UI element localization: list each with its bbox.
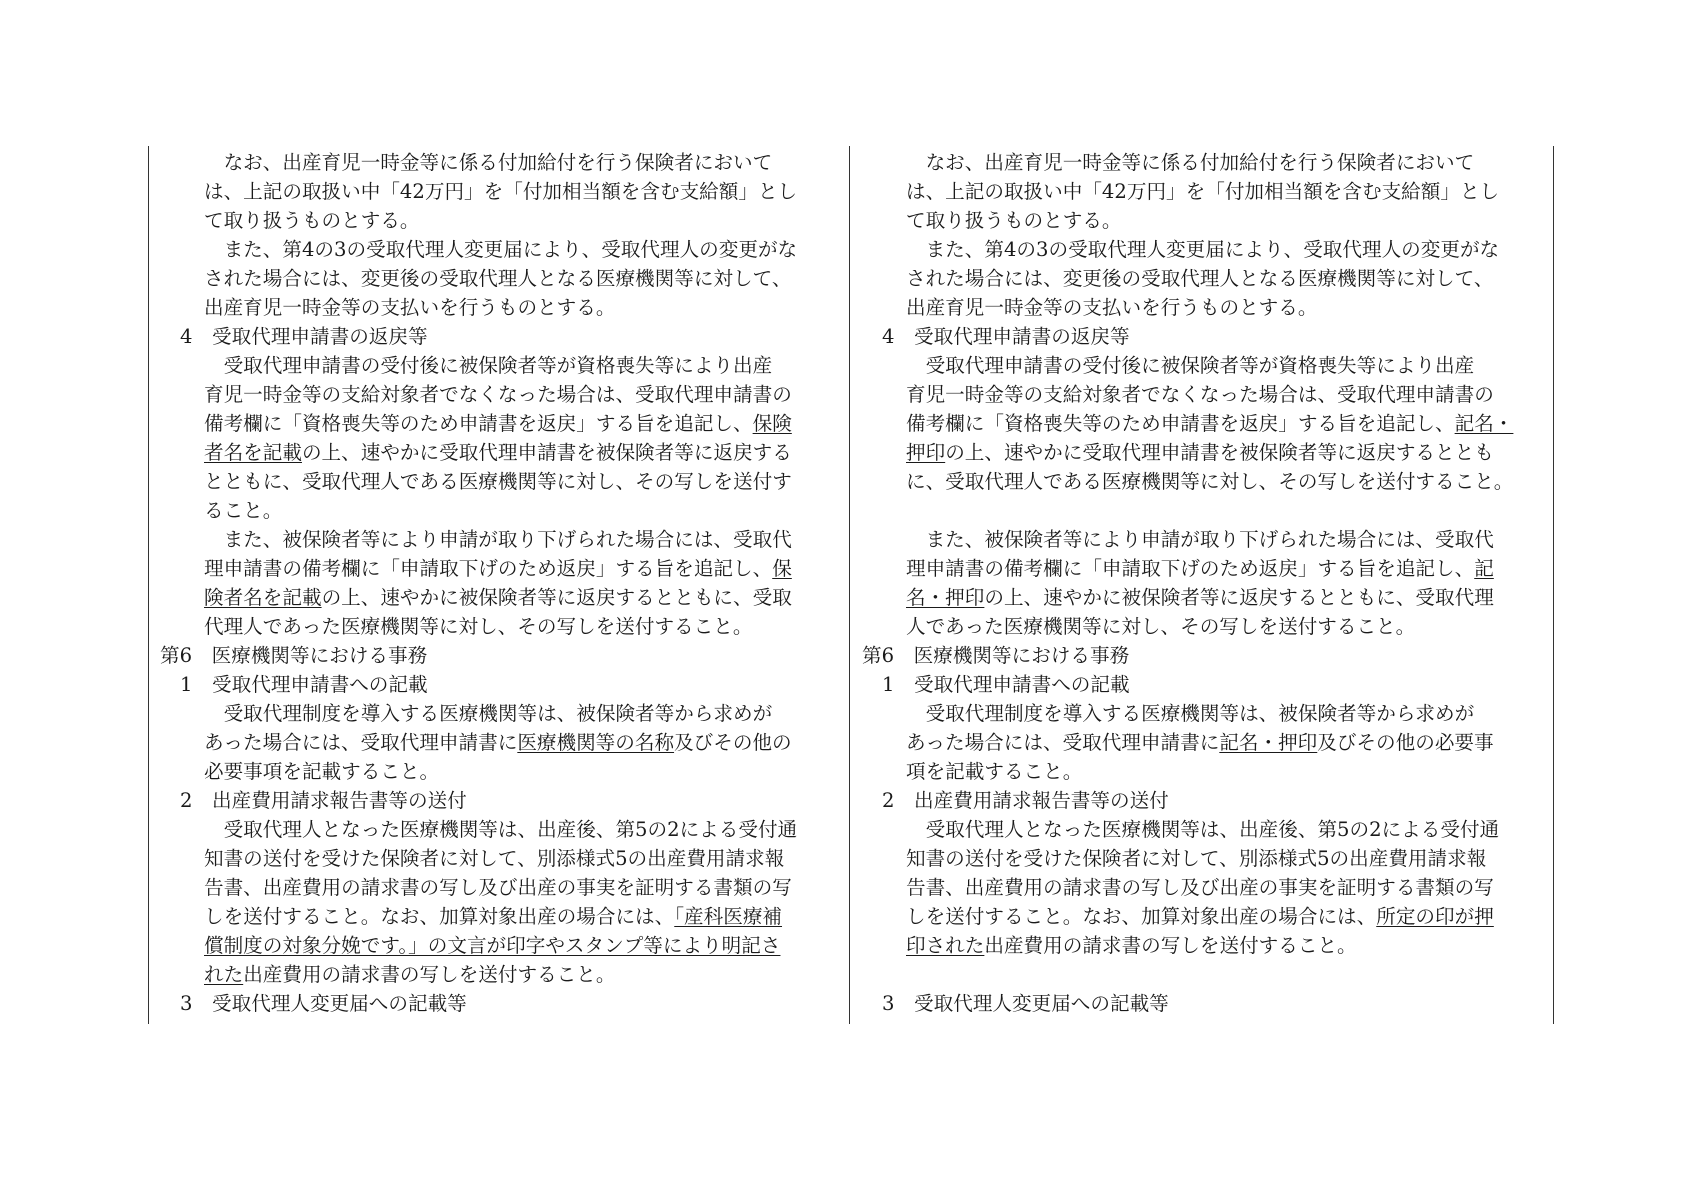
left-p4-line3-underlined: 険者名を記載 [204, 586, 322, 609]
right-p3-line3-underlined: 記名・ [1454, 412, 1514, 435]
right-p4-line1: また、被保険者等により申請が取り下げられた場合には、受取代 [906, 528, 1494, 551]
right-column [862, 148, 1562, 1018]
left-p5-line1: 受取代理制度を導入する医療機関等は、被保険者等から求めが [204, 702, 773, 725]
left-p5-line2-underlined: 医療機関等の名称 [517, 731, 675, 754]
right-p6-line4-underlined: 所定の印が押 [1376, 905, 1494, 928]
right-p6-line4-text: しを送付すること。なお、加算対象出産の場合には、 [906, 905, 1377, 928]
right-blank-line-2 [862, 960, 1562, 989]
left-p6-line1: 受取代理人となった医療機関等は、出産後、第5の2による受付通 [204, 818, 798, 841]
left-p3-line4-underlined: 者名を記載 [204, 441, 302, 464]
right-p6-line3: 告書、出産費用の請求書の写し及び出産の事実を証明する書類の写 [906, 876, 1494, 899]
left-p3-line4 [160, 438, 860, 467]
left-p4-line1: また、被保険者等により申請が取り下げられた場合には、受取代 [204, 528, 792, 551]
left-p5-line2 [160, 728, 860, 757]
right-p6-line5-underlined: 印された [906, 934, 985, 957]
left-p3-line3-underlined: 保険 [752, 412, 792, 435]
left-p2-line1: また、第4の3の受取代理人変更届により、受取代理人の変更がな [204, 238, 798, 261]
left-p6-line6 [160, 960, 860, 989]
left-p3-line2: 育児一時金等の支給対象者でなくなった場合は、受取代理申請書の [204, 383, 792, 406]
right-p6-line4 [862, 902, 1562, 931]
left-p3-line1: 受取代理申請書の受付後に被保険者等が資格喪失等により出産 [204, 354, 773, 377]
left-p6-line5-underlined: 償制度の対象分娩です。」の文言が印字やスタンプ等により明記さ [204, 934, 781, 957]
left-p6-line4-underlined: 「産科医療補 [674, 905, 783, 928]
right-p5-line2 [862, 728, 1562, 757]
left-p3-line3-text: 備考欄に「資格喪失等のため申請書を返戻」する旨を追記し、 [204, 412, 753, 435]
left-p2-line3: 出産育児一時金等の支払いを行うものとする。 [204, 296, 616, 319]
right-heading-3: 3 受取代理人変更届への記載等 [882, 992, 1169, 1015]
right-p6-line1: 受取代理人となった医療機関等は、出産後、第5の2による受付通 [906, 818, 1500, 841]
right-p4-line2-text: 理申請書の備考欄に「申請取下げのため返戻」する旨を追記し、 [906, 557, 1475, 580]
left-p3-line4-text: の上、速やかに受取代理申請書を被保険者等に返戻する [301, 441, 792, 464]
left-p6-line6-underlined: れた [204, 963, 244, 986]
left-p5-line2-text-end: 及びその他の [674, 731, 792, 754]
right-p5-line3: 項を記載すること。 [906, 760, 1083, 783]
left-p6-line5 [160, 931, 860, 960]
left-border-line [148, 146, 149, 1024]
left-p2-line2: された場合には、変更後の受取代理人となる医療機関等に対して、 [204, 267, 792, 290]
right-p6-line2: 知書の送付を受けた保険者に対して、別添様式5の出産費用請求報 [906, 847, 1487, 870]
right-p2-line2: された場合には、変更後の受取代理人となる医療機関等に対して、 [906, 267, 1494, 290]
left-p5-line2-text: あった場合には、受取代理申請書に [204, 731, 518, 754]
right-p5-line2-text: あった場合には、受取代理申請書に [906, 731, 1220, 754]
left-p1-line3: て取り扱うものとする。 [204, 209, 420, 232]
right-p6-line5-text: 出産費用の請求書の写しを送付すること。 [984, 934, 1357, 957]
right-p3-line4-text: の上、速やかに受取代理申請書を被保険者等に返戻するととも [945, 441, 1494, 464]
right-heading-4: 4 受取代理申請書の返戻等 [882, 325, 1130, 348]
left-p1-line2: は、上記の取扱い中「42万円」を「付加相当額を含む支給額」とし [204, 180, 798, 203]
left-p3-line3 [160, 409, 860, 438]
right-p5-line1: 受取代理制度を導入する医療機関等は、被保険者等から求めが [906, 702, 1475, 725]
right-p3-line3-text: 備考欄に「資格喪失等のため申請書を返戻」する旨を追記し、 [906, 412, 1455, 435]
left-p6-line6-text: 出産費用の請求書の写しを送付すること。 [243, 963, 616, 986]
right-p3-line4 [862, 438, 1562, 467]
right-p1-line1: なお、出産育児一時金等に係る付加給付を行う保険者において [906, 151, 1475, 174]
left-p3-line5: とともに、受取代理人である医療機関等に対し、その写しを送付す [204, 470, 792, 493]
left-heading-3: 3 受取代理人変更届への記載等 [180, 992, 467, 1015]
right-p1-line2: は、上記の取扱い中「42万円」を「付加相当額を含む支給額」とし [906, 180, 1500, 203]
left-p1-line1: なお、出産育児一時金等に係る付加給付を行う保険者において [204, 151, 773, 174]
right-blank-line [862, 496, 1562, 525]
left-p6-line4 [160, 902, 860, 931]
right-p4-line3-text: の上、速やかに被保険者等に返戻するとともに、受取代理 [984, 586, 1494, 609]
left-p6-line4-text: しを送付すること。なお、加算対象出産の場合には、 [204, 905, 675, 928]
left-heading-4: 4 受取代理申請書の返戻等 [180, 325, 428, 348]
left-p4-line3-text: の上、速やかに被保険者等に返戻するとともに、受取 [321, 586, 792, 609]
left-p4-line2-underlined: 保 [772, 557, 792, 580]
left-heading-1: 1 受取代理申請書への記載 [180, 673, 428, 696]
left-column [160, 148, 860, 1018]
right-p3-line2: 育児一時金等の支給対象者でなくなった場合は、受取代理申請書の [906, 383, 1494, 406]
right-p4-line3 [862, 583, 1562, 612]
left-p4-line3 [160, 583, 860, 612]
right-heading-2: 2 出産費用請求報告書等の送付 [882, 789, 1169, 812]
left-p4-line2 [160, 554, 860, 583]
right-p6-line5 [862, 931, 1562, 960]
left-heading-2: 2 出産費用請求報告書等の送付 [180, 789, 467, 812]
right-p1-line3: て取り扱うものとする。 [906, 209, 1122, 232]
right-p3-line3 [862, 409, 1562, 438]
left-p6-line2: 知書の送付を受けた保険者に対して、別添様式5の出産費用請求報 [204, 847, 785, 870]
right-p5-line2-text-end: 及びその他の必要事 [1317, 731, 1494, 754]
left-p5-line3: 必要事項を記載すること。 [204, 760, 440, 783]
left-p4-line4: 代理人であった医療機関等に対し、その写しを送付すること。 [204, 615, 753, 638]
left-p3-line6: ること。 [204, 499, 283, 522]
left-p4-line2-text: 理申請書の備考欄に「申請取下げのため返戻」する旨を追記し、 [204, 557, 773, 580]
right-p2-line1: また、第4の3の受取代理人変更届により、受取代理人の変更がな [906, 238, 1500, 261]
right-p4-line4: 人であった医療機関等に対し、その写しを送付すること。 [906, 615, 1416, 638]
right-p4-line3-underlined: 名・押印 [906, 586, 985, 609]
right-p3-line1: 受取代理申請書の受付後に被保険者等が資格喪失等により出産 [906, 354, 1475, 377]
right-heading-1: 1 受取代理申請書への記載 [882, 673, 1130, 696]
right-section-6-title: 第6 医療機関等における事務 [862, 644, 1130, 667]
right-p3-line4-underlined: 押印 [906, 441, 946, 464]
left-section-6-title: 第6 医療機関等における事務 [160, 644, 428, 667]
right-p4-line2 [862, 554, 1562, 583]
left-p6-line3: 告書、出産費用の請求書の写し及び出産の事実を証明する書類の写 [204, 876, 792, 899]
right-p3-line5: に、受取代理人である医療機関等に対し、その写しを送付すること。 [906, 470, 1514, 493]
right-p4-line2-underlined: 記 [1474, 557, 1494, 580]
right-p2-line3: 出産育児一時金等の支払いを行うものとする。 [906, 296, 1318, 319]
right-p5-line2-underlined: 記名・押印 [1219, 731, 1318, 754]
